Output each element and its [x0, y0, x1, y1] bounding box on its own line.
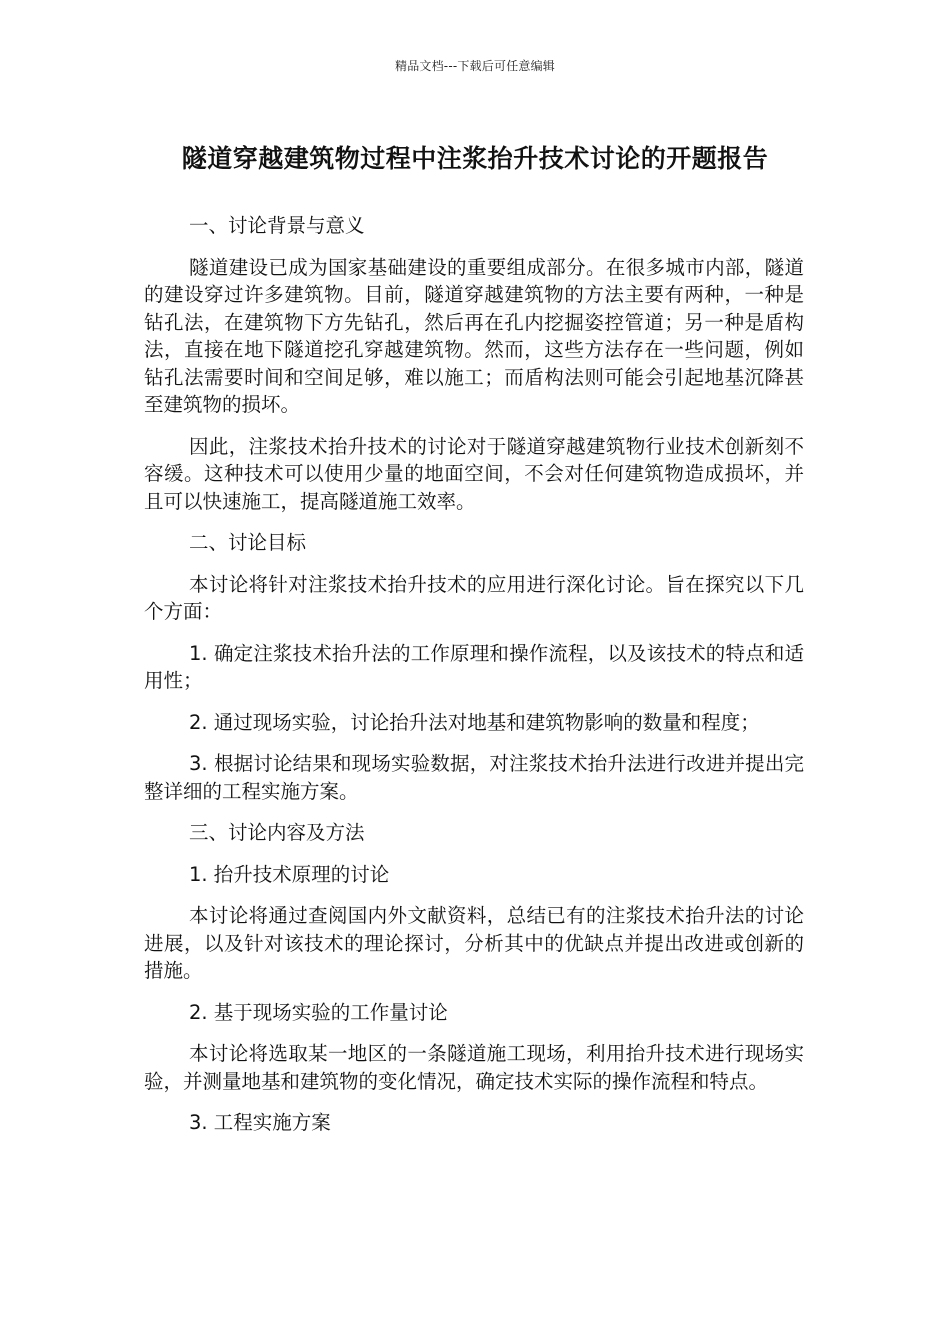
section-heading-content-methods: 三、讨论内容及方法 — [189, 821, 365, 844]
paragraph: 因此，注浆技术抬升技术的讨论对于隧道穿越建筑物行业技术创新刻不容缓。这种技术可以使用少量的地面空间，不会对任何建筑物造成损坏，并且可以快速施工，提高隧道施工效率。 — [144, 434, 804, 513]
list-item: 2. 通过现场实验，讨论抬升法对地基和建筑物影响的数量和程度； — [189, 710, 760, 734]
paragraph: 隧道建设已成为国家基础建设的重要组成部分。在很多城市内部，隧道的建设穿过许多建筑物。目前，隧道穿越建筑物的方法主要有两种，一种是钻孔法，在建筑物下方先钻孔，然后再在孔内挖掘姿控管道；另一种是盾构法，直接在地下隧道挖孔穿越建筑物。然而，这些方法存在一些问题，例如钻孔法需要时间和空间足够，难以施工；而盾构法则可能会引起地基沉降甚至建筑物的损坏。 — [144, 255, 804, 416]
subsection-heading: 3. 工程实施方案 — [189, 1111, 331, 1134]
document-title: 隧道穿越建筑物过程中注浆抬升技术讨论的开题报告 — [181, 144, 769, 173]
section-heading-objectives: 二、讨论目标 — [189, 531, 307, 554]
document-body — [144, 212, 804, 1151]
list-item: 1. 确定注浆技术抬升法的工作原理和操作流程，以及该技术的特点和适用性； — [144, 641, 804, 692]
list-item: 3. 根据讨论结果和现场实验数据，对注浆技术抬升法进行改进并提出完整详细的工程实施方案。 — [144, 752, 804, 803]
paragraph: 本讨论将针对注浆技术抬升技术的应用进行深化讨论。旨在探究以下几个方面： — [144, 572, 804, 623]
section-heading-background: 一、讨论背景与意义 — [189, 214, 365, 237]
subsection-heading: 2. 基于现场实验的工作量讨论 — [189, 1000, 448, 1024]
paragraph: 本讨论将选取某一地区的一条隧道施工现场，利用抬升技术进行现场实验，并测量地基和建筑物的变化情况，确定技术实际的操作流程和特点。 — [144, 1042, 804, 1093]
subsection-heading: 1. 抬升技术原理的讨论 — [189, 862, 390, 886]
header-note: 精品文档---下载后可任意编辑 — [395, 59, 555, 73]
paragraph: 本讨论将通过查阅国内外文献资料，总结已有的注浆技术抬升法的讨论进展，以及针对该技术的理论探讨，分析其中的优缺点并提出改进或创新的措施。 — [144, 904, 804, 982]
